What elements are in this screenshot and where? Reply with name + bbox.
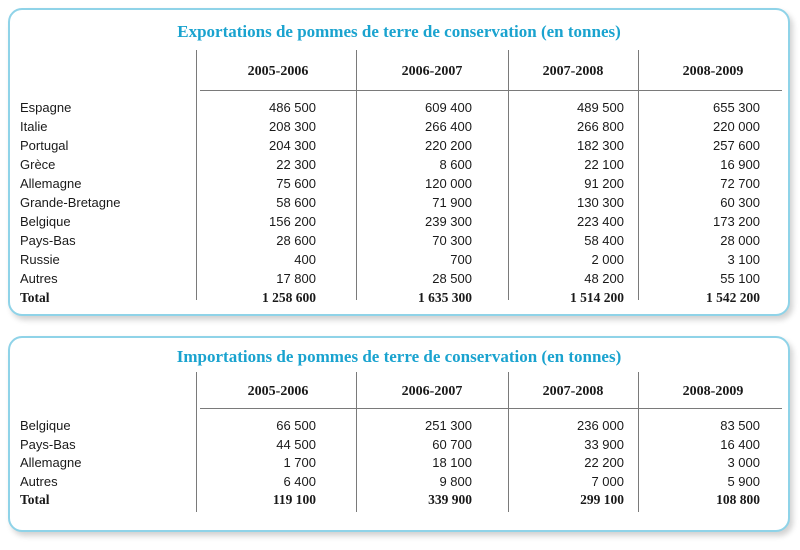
exports-table-title: Exportations de pommes de terre de conservation (en tonnes) xyxy=(177,22,621,41)
column-header: 2005-2006 xyxy=(247,64,309,79)
row-label: Pays-Bas xyxy=(20,233,76,248)
cell-value: 66 500 xyxy=(276,418,316,433)
cell-value: 60 700 xyxy=(432,436,472,452)
header-divider xyxy=(200,408,782,409)
cell-value: 1 635 300 xyxy=(418,290,472,305)
cell-value: 223 400 xyxy=(577,214,624,229)
column-header: 2008-2009 xyxy=(682,384,744,399)
cell-value: 3 100 xyxy=(727,252,760,267)
column-header: 2006-2007 xyxy=(401,384,463,399)
cell-value: 655 300 xyxy=(713,100,760,115)
cell-value: 16 400 xyxy=(720,436,760,452)
cell-value: 1 542 200 xyxy=(706,290,760,305)
cell-value: 1 700 xyxy=(283,455,316,470)
cell-value: 220 000 xyxy=(713,119,760,134)
cell-value: 72 700 xyxy=(720,176,760,191)
table-row xyxy=(10,231,788,250)
imports-table-title: Importations de pommes de terre de conservation (en tonnes) xyxy=(176,347,622,366)
cell-value: 17 800 xyxy=(276,271,316,286)
row-label: Espagne xyxy=(20,100,72,115)
cell-value: 156 200 xyxy=(269,214,316,229)
cell-value: 58 600 xyxy=(276,195,316,210)
table-row xyxy=(10,250,788,269)
cell-value: 251 300 xyxy=(425,418,472,433)
table-row xyxy=(10,98,788,117)
row-label: Pays-Bas xyxy=(20,436,76,452)
cell-value: 48 200 xyxy=(584,271,624,286)
cell-value: 236 000 xyxy=(577,418,624,433)
total-row xyxy=(10,288,788,307)
cell-value: 18 100 xyxy=(432,455,472,470)
cell-value: 609 400 xyxy=(425,100,472,115)
cell-value: 1 258 600 xyxy=(262,290,316,305)
cell-value: 22 300 xyxy=(276,157,316,172)
cell-value: 5 900 xyxy=(727,473,760,489)
cell-value: 9 800 xyxy=(439,473,472,489)
cell-value: 44 500 xyxy=(276,436,316,452)
cell-value: 22 100 xyxy=(584,157,624,172)
cell-value: 70 300 xyxy=(432,233,472,248)
cell-value: 83 500 xyxy=(720,418,760,433)
table-row xyxy=(10,435,788,454)
cell-value: 7 000 xyxy=(591,473,624,489)
cell-value: 60 300 xyxy=(720,195,760,210)
cell-value: 55 100 xyxy=(720,271,760,286)
imports-table-panel xyxy=(8,336,790,532)
column-header: 2007-2008 xyxy=(542,384,604,399)
exports-table-panel xyxy=(8,8,790,316)
table-row xyxy=(10,453,788,472)
cell-value: 2 000 xyxy=(591,252,624,267)
table-row xyxy=(10,212,788,231)
cell-value: 257 600 xyxy=(713,138,760,153)
column-header: 2007-2008 xyxy=(542,64,604,79)
cell-value: 58 400 xyxy=(584,233,624,248)
cell-value: 33 900 xyxy=(584,436,624,452)
column-header: 2008-2009 xyxy=(682,64,744,79)
cell-value: 28 600 xyxy=(276,233,316,248)
row-label: Portugal xyxy=(20,138,69,153)
row-label: Allemagne xyxy=(20,176,82,191)
cell-value: 486 500 xyxy=(269,100,316,115)
column-header: 2005-2006 xyxy=(247,384,309,399)
cell-value: 71 900 xyxy=(432,195,472,210)
cell-value: 130 300 xyxy=(577,195,624,210)
row-label: Belgique xyxy=(20,214,71,229)
cell-value: 239 300 xyxy=(425,214,472,229)
row-label: Russie xyxy=(20,252,60,267)
cell-value: 3 000 xyxy=(727,455,760,470)
table-row xyxy=(10,117,788,136)
cell-value: 6 400 xyxy=(283,473,316,489)
cell-value: 208 300 xyxy=(269,119,316,134)
header-divider xyxy=(200,90,782,91)
cell-value: 400 xyxy=(294,252,316,267)
cell-value: 173 200 xyxy=(713,214,760,229)
cell-value: 1 514 200 xyxy=(570,290,624,305)
cell-value: 28 000 xyxy=(720,233,760,248)
row-label: Allemagne xyxy=(20,455,82,470)
row-label: Total xyxy=(20,290,50,305)
row-label: Italie xyxy=(20,119,48,134)
cell-value: 220 200 xyxy=(425,138,472,153)
column-header: 2006-2007 xyxy=(401,64,463,79)
cell-value: 91 200 xyxy=(584,176,624,191)
table-row xyxy=(10,136,788,155)
cell-value: 119 100 xyxy=(272,492,316,507)
table-row xyxy=(10,174,788,193)
cell-value: 28 500 xyxy=(432,271,472,286)
cell-value: 299 100 xyxy=(580,492,624,507)
cell-value: 339 900 xyxy=(428,492,472,507)
cell-value: 489 500 xyxy=(577,100,624,115)
row-label: Autres xyxy=(20,473,58,489)
cell-value: 8 600 xyxy=(439,157,472,172)
cell-value: 22 200 xyxy=(584,455,624,470)
cell-value: 108 800 xyxy=(716,492,760,507)
cell-value: 266 400 xyxy=(425,119,472,134)
cell-value: 75 600 xyxy=(276,176,316,191)
table-row xyxy=(10,472,788,491)
cell-value: 16 900 xyxy=(720,157,760,172)
table-row xyxy=(10,416,788,435)
cell-value: 182 300 xyxy=(577,138,624,153)
table-row xyxy=(10,193,788,212)
row-label: Grèce xyxy=(20,157,56,172)
table-row xyxy=(10,269,788,288)
row-label: Grande-Bretagne xyxy=(20,195,121,210)
row-label: Total xyxy=(20,492,50,507)
row-label: Belgique xyxy=(20,418,71,433)
cell-value: 266 800 xyxy=(577,119,624,134)
cell-value: 120 000 xyxy=(425,176,472,191)
cell-value: 700 xyxy=(450,252,472,267)
total-row xyxy=(10,490,788,509)
table-row xyxy=(10,155,788,174)
cell-value: 204 300 xyxy=(269,138,316,153)
row-label: Autres xyxy=(20,271,58,286)
